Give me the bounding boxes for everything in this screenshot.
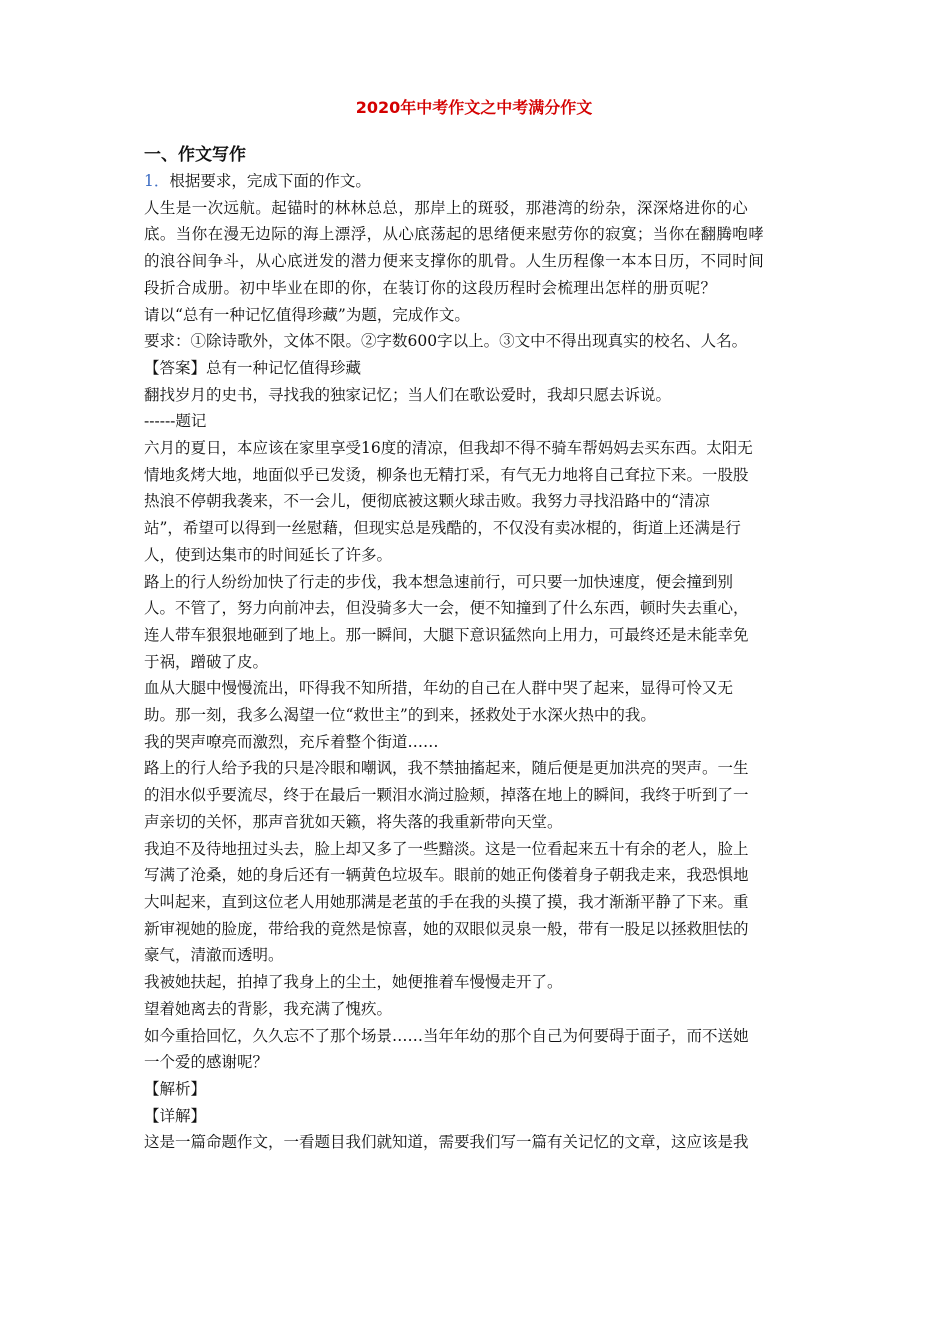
answer-line: 路上的行人纷纷加快了行走的步伐，我本想急速前行，可只要一加快速度，便会撞到别 — [144, 572, 734, 591]
answer-line: 血从大腿中慢慢流出，吓得我不知所措，年幼的自己在人群中哭了起来，显得可怜又无 — [144, 679, 734, 698]
answer-line: 路上的行人给予我的只是冷眼和嘲讽，我不禁抽搐起来，随后便是更加洪亮的哭声。一生 — [144, 759, 749, 778]
answer-line: 【详解】 — [144, 1106, 207, 1125]
answer-line: 声亲切的关怀，那声音犹如天籁，将失落的我重新带向天堂。 — [144, 812, 563, 831]
answer-line: 翻找岁月的史书，寻找我的独家记忆；当人们在歌讼爱时，我却只愿去诉说。 — [144, 385, 672, 404]
document-page — [144, 96, 804, 1156]
page-title: 2020年中考作文之中考满分作文 — [355, 98, 593, 117]
answer-line: 一个爱的感谢呢？ — [144, 1053, 269, 1072]
answer-line: 【解析】 — [144, 1079, 207, 1098]
prompt-line: 的浪谷间争斗，从心底迸发的潜力便来支撑你的肌骨。人生历程像一本本日历，不同时间 — [144, 252, 765, 271]
answer-line: 连人带车狠狠地砸到了地上。那一瞬间，大腿下意识猛然向上用力，可最终还是未能幸免 — [144, 625, 749, 644]
answer-line: 这是一篇命题作文，一看题目我们就知道，需要我们写一篇有关记忆的文章，这应该是我 — [144, 1133, 749, 1152]
answer-line: 热浪不停朝我袭来，不一会儿，便彻底被这颗火球击败。我努力寻找沿路中的“清凉 — [144, 492, 710, 511]
answer-line: 我迫不及待地扭过头去，脸上却又多了一些黯淡。这是一位看起来五十有余的老人，脸上 — [144, 839, 749, 858]
answer-line: ------题记 — [144, 412, 207, 431]
answer-block — [144, 355, 804, 1156]
prompt-line: 段折合成册。初中毕业在即的你，在装订你的这段历程时会梳理出怎样的册页呢？ — [144, 278, 717, 297]
answer-line: 【答案】总有一种记忆值得珍藏 — [144, 358, 362, 377]
answer-line: 豪气，清澈而透明。 — [144, 946, 284, 965]
question-instruction-line — [144, 168, 804, 195]
prompt-line: 底。当你在漫无边际的海上漂浮，从心底荡起的思绪便来慰劳你的寂寞；当你在翻腾咆哮 — [144, 225, 765, 244]
answer-line: 我的哭声嘹亮而激烈，充斥着整个街道…… — [144, 732, 439, 751]
task-line: 请以“总有一种记忆值得珍藏”为题，完成作文。 — [144, 305, 470, 324]
prompt-line: 人生是一次远航。起锚时的林林总总，那岸上的斑驳，那港湾的纷杂，深深烙进你的心 — [144, 198, 749, 217]
prompt-block — [144, 195, 804, 302]
answer-line: 于祸，蹭破了皮。 — [144, 652, 269, 671]
answer-line: 六月的夏日，本应该在家里享受16度的清凉，但我却不得不骑车帮妈妈去买东西。太阳无 — [144, 439, 753, 458]
answer-line: 望着她离去的背影，我充满了愧疚。 — [144, 999, 393, 1018]
answer-line: 情地炙烤大地，地面似乎已发烫，柳条也无精打采，有气无力地将自己耷拉下来。一股股 — [144, 465, 749, 484]
answer-line: 写满了沧桑，她的身后还有一辆黄色垃圾车。眼前的她正佝偻着身子朝我走来，我恐惧地 — [144, 866, 749, 885]
answer-line: 我被她扶起，拍掉了我身上的尘土，她便推着车慢慢走开了。 — [144, 973, 563, 992]
answer-line: 助。那一刻，我多么渴望一位“救世主”的到来，拯救处于水深火热中的我。 — [144, 706, 656, 725]
answer-line: 人，使到达集市的时间延长了许多。 — [144, 545, 393, 564]
question-number: 1． — [144, 172, 170, 190]
section-heading: 一、作文写作 — [144, 145, 246, 165]
answer-line: 站”，希望可以得到一丝慰藉，但现实总是残酷的，不仅没有卖冰棍的，街道上还满是行 — [144, 519, 741, 538]
answer-line: 新审视她的脸庞，带给我的竟然是惊喜，她的双眼似灵泉一般，带有一股足以拯救胆怯的 — [144, 919, 749, 938]
answer-line: 如今重拾回忆，久久忘不了那个场景……当年年幼的那个自己为何要碍于面子，而不送她 — [144, 1026, 749, 1045]
answer-line: 的泪水似乎要流尽，终于在最后一颗泪水淌过脸颊，掉落在地上的瞬间，我终于听到了一 — [144, 786, 749, 805]
answer-line: 大叫起来，直到这位老人用她那满是老茧的手在我的头摸了摸，我才渐渐平静了下来。重 — [144, 892, 749, 911]
requirements-line: 要求：①除诗歌外，文体不限。②字数600字以上。③文中不得出现真实的校名、人名。 — [144, 332, 748, 351]
question-instruction: 根据要求，完成下面的作文。 — [169, 172, 371, 190]
answer-line: 人。不管了，努力向前冲去，但没骑多大一会，便不知撞到了什么东西，顿时失去重心， — [144, 599, 749, 618]
